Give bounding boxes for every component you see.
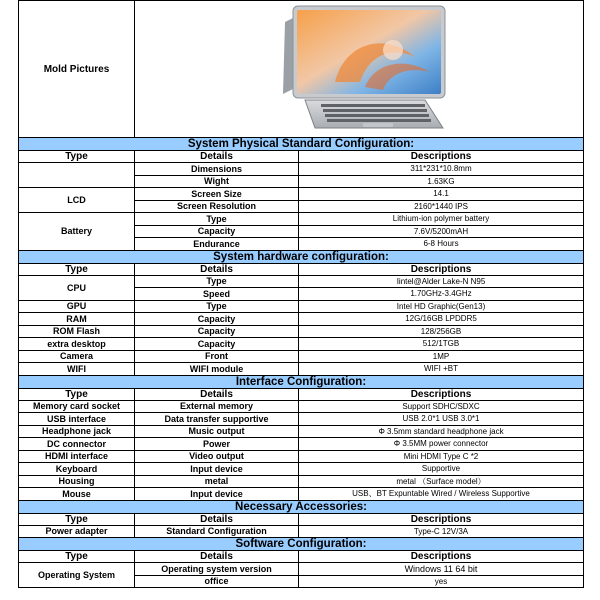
- type-general: [19, 163, 135, 188]
- type-mouse: Mouse: [19, 488, 135, 501]
- section-physical: System Physical Standard Configuration:: [19, 138, 584, 151]
- value-cpu-speed: 1.70GHz-3.4GHz: [299, 288, 584, 301]
- value-battery-capacity: 7.6V/5200mAH: [299, 225, 584, 238]
- type-battery: Battery: [19, 213, 135, 251]
- col-descriptions: Descriptions: [299, 513, 584, 525]
- value-headphone: Φ 3.5mm standard headphone jack: [299, 425, 584, 438]
- value-mouse: USB、BT Expuntable Wired / Wireless Supportive: [299, 488, 584, 501]
- detail-wifi: WIFI module: [135, 363, 299, 376]
- col-details: Details: [135, 551, 299, 563]
- detail-headphone: Music output: [135, 425, 299, 438]
- type-usb: USB interface: [19, 413, 135, 426]
- section-interface: Interface Configuration:: [19, 375, 584, 388]
- detail-memory-card: External memory: [135, 400, 299, 413]
- col-details: Details: [135, 388, 299, 400]
- type-dc: DC connector: [19, 438, 135, 451]
- value-dc: Φ 3.5MM power connector: [299, 438, 584, 451]
- type-housing: Housing: [19, 475, 135, 488]
- col-type: Type: [19, 388, 135, 400]
- value-wifi: WIFI +BT: [299, 363, 584, 376]
- value-ram: 12G/16GB LPDDR5: [299, 313, 584, 326]
- spec-table: [18, 0, 584, 588]
- section-hardware: System hardware configuration:: [19, 250, 584, 263]
- value-hdmi: Mini HDMI Type C *2: [299, 450, 584, 463]
- value-camera: 1MP: [299, 350, 584, 363]
- type-gpu: GPU: [19, 300, 135, 313]
- value-weight: 1.63KG: [299, 175, 584, 188]
- col-type: Type: [19, 263, 135, 275]
- value-usb: USB 2.0*1 USB 3.0*1: [299, 413, 584, 426]
- type-headphone: Headphone jack: [19, 425, 135, 438]
- value-memory-card: Support SDHC/SDXC: [299, 400, 584, 413]
- value-power-adapter: Type-C 12V/3A: [299, 525, 584, 538]
- section-accessories: Necessary Accessories:: [19, 500, 584, 513]
- type-wifi: WIFI: [19, 363, 135, 376]
- value-gpu: Intel HD Graphic(Gen13): [299, 300, 584, 313]
- col-descriptions: Descriptions: [299, 263, 584, 275]
- type-memory-card: Memory card socket: [19, 400, 135, 413]
- value-extra-desktop: 512/1TGB: [299, 338, 584, 351]
- detail-cpu-speed: Speed: [135, 288, 299, 301]
- detail-office: office: [135, 575, 299, 588]
- detail-battery-endurance: Endurance: [135, 238, 299, 251]
- type-cpu: CPU: [19, 275, 135, 300]
- col-details: Details: [135, 263, 299, 275]
- col-descriptions: Descriptions: [299, 388, 584, 400]
- detail-mouse: Input device: [135, 488, 299, 501]
- detail-gpu: Type: [135, 300, 299, 313]
- value-housing: metal （Surface model）: [299, 475, 584, 488]
- detail-cpu-type: Type: [135, 275, 299, 288]
- type-power-adapter: Power adapter: [19, 525, 135, 538]
- detail-screen-resolution: Screen Resolution: [135, 200, 299, 213]
- detail-battery-capacity: Capacity: [135, 225, 299, 238]
- type-lcd: LCD: [19, 188, 135, 213]
- detail-weight: Wight: [135, 175, 299, 188]
- value-screen-resolution: 2160*1440 IPS: [299, 200, 584, 213]
- detail-usb: Data transfer supportive: [135, 413, 299, 426]
- detail-battery-type: Type: [135, 213, 299, 226]
- value-os-version: Windows 11 64 bit: [299, 563, 584, 576]
- type-keyboard: Keyboard: [19, 463, 135, 476]
- detail-ram: Capacity: [135, 313, 299, 326]
- type-operating-system: Operating System: [19, 563, 135, 588]
- type-rom: ROM Flash: [19, 325, 135, 338]
- type-camera: Camera: [19, 350, 135, 363]
- col-details: Details: [135, 151, 299, 163]
- detail-keyboard: Input device: [135, 463, 299, 476]
- type-extra-desktop: extra desktop: [19, 338, 135, 351]
- col-type: Type: [19, 551, 135, 563]
- value-dimensions: 311*231*10.8mm: [299, 163, 584, 176]
- detail-power-adapter: Standard Configuration: [135, 525, 299, 538]
- detail-camera: Front: [135, 350, 299, 363]
- type-ram: RAM: [19, 313, 135, 326]
- mold-picture-cell: [135, 1, 584, 138]
- value-rom: 128/256GB: [299, 325, 584, 338]
- detail-extra-desktop: Capacity: [135, 338, 299, 351]
- value-battery-type: Lithium-ion polymer battery: [299, 213, 584, 226]
- detail-dc: Power: [135, 438, 299, 451]
- detail-os-version: Operating system version: [135, 563, 299, 576]
- detail-hdmi: Video output: [135, 450, 299, 463]
- value-screen-size: 14.1: [299, 188, 584, 201]
- col-descriptions: Descriptions: [299, 151, 584, 163]
- value-cpu-type: Iintel@Alder Lake-N N95: [299, 275, 584, 288]
- col-type: Type: [19, 513, 135, 525]
- detail-screen-size: Screen Size: [135, 188, 299, 201]
- section-software: Software Configuration:: [19, 538, 584, 551]
- detail-housing: metal: [135, 475, 299, 488]
- col-type: Type: [19, 151, 135, 163]
- col-descriptions: Descriptions: [299, 551, 584, 563]
- value-battery-endurance: 6-8 Hours: [299, 238, 584, 251]
- detail-dimensions: Dimensions: [135, 163, 299, 176]
- type-hdmi: HDMI interface: [19, 450, 135, 463]
- value-keyboard: Supportive: [299, 463, 584, 476]
- laptop-tablet-image: [275, 2, 475, 136]
- mold-pictures-label: Mold Pictures: [19, 1, 135, 138]
- detail-rom: Capacity: [135, 325, 299, 338]
- col-details: Details: [135, 513, 299, 525]
- value-office: yes: [299, 575, 584, 588]
